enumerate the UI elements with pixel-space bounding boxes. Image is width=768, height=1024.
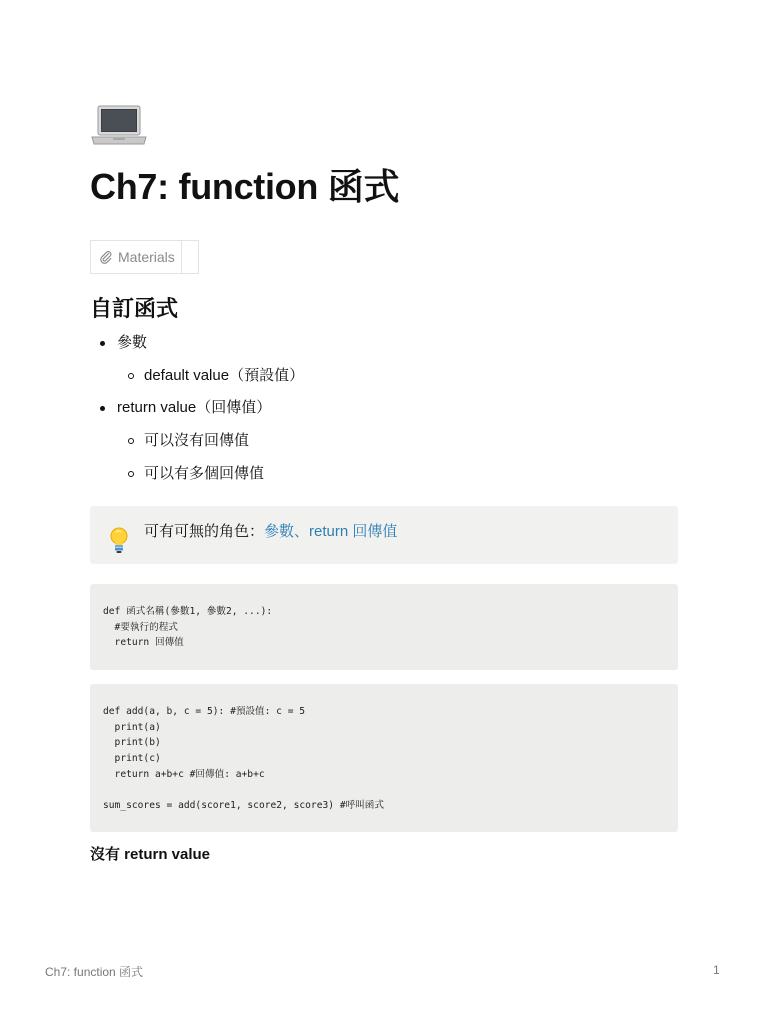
bullet-ring (128, 438, 134, 444)
code-block[interactable] (90, 584, 678, 670)
list-item: 可以沒有回傳值 (144, 432, 250, 449)
callout-prefix: 可有可無的角色： (144, 523, 265, 540)
materials-property-label (91, 241, 182, 273)
paperclip-icon (99, 250, 113, 264)
subheading: 沒有 return value (90, 846, 211, 863)
code-block[interactable] (90, 684, 678, 832)
bullet-dot (100, 406, 105, 411)
bullet-ring (128, 373, 134, 379)
list-item: 參數 (117, 334, 148, 351)
materials-label: Materials (118, 249, 175, 265)
lightbulb-icon (108, 526, 130, 554)
page-title: Ch7: function 函式 (90, 166, 400, 207)
laptop-icon (90, 104, 148, 148)
callout-link[interactable]: 參數、return 回傳值 (264, 523, 398, 540)
code-content: def 函式名稱(參數1, 參數2, ...): #要執行的程式 return 回傳值 (103, 606, 273, 649)
list-item: return value（回傳值） (117, 399, 272, 416)
bullet-ring (128, 471, 134, 477)
section-heading: 自訂函式 (90, 296, 179, 321)
footer-title: Ch7: function 函式 (45, 965, 144, 979)
materials-property[interactable] (90, 240, 199, 274)
list-item: default value（預設值） (144, 367, 305, 384)
callout (90, 506, 678, 564)
bullet-dot (100, 341, 105, 346)
list-item: 可以有多個回傳值 (144, 465, 265, 482)
code-content: def add(a, b, c = 5): #預設值: c = 5 print(a) print(b) print(c) return a+b+c #回傳值: a+b+c sum_scores = add(score1, score2, score3) #呼叫函式 (103, 706, 384, 812)
page-number: 1 (713, 963, 720, 977)
callout-text (144, 522, 397, 542)
materials-value[interactable] (182, 241, 198, 273)
